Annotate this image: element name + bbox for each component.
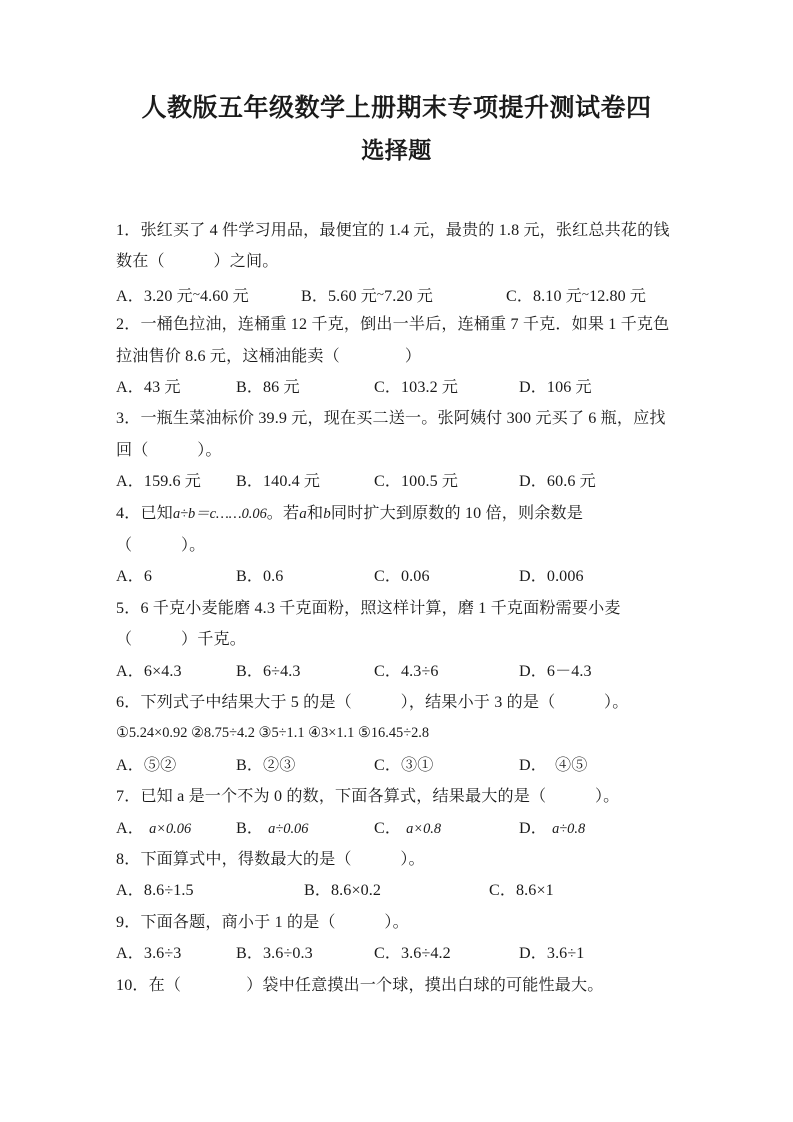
option-c[interactable]: C．3.6÷4.2 — [374, 945, 451, 963]
q4-prefix: 4．已知 — [116, 504, 173, 522]
question-9-line-1: 9．下面各题，商小于 1 的是（ ）。 — [116, 913, 409, 931]
option-a[interactable]: A．3.20 元~4.60 元 — [116, 285, 249, 306]
question-3 — [116, 403, 723, 497]
question-6 — [116, 687, 723, 781]
question-7-line-1: 7．已知 a 是一个不为 0 的数，下面各算式，结果最大的是（ ）。 — [116, 788, 620, 806]
q4-variable-b: b — [323, 505, 331, 522]
option-b[interactable]: B．0.6 — [236, 568, 284, 586]
page-title: 人教版五年级数学上册期末专项提升测试卷四 — [141, 95, 652, 122]
option-d[interactable]: D．106 元 — [519, 378, 592, 396]
option-c[interactable]: C．100.5 元 — [374, 473, 459, 491]
option-b[interactable]: B．5.60 元~7.20 元 — [301, 285, 433, 306]
question-8 — [116, 844, 723, 907]
question-7-options — [116, 813, 723, 844]
option-b[interactable]: B．②③ — [236, 756, 296, 774]
question-5-options — [116, 656, 723, 687]
option-b[interactable]: B．6÷4.3 — [236, 662, 301, 680]
q4-expression: a÷b＝c……0.06 — [172, 505, 267, 522]
question-2-line-1: 2．一桶色拉油，连桶重 12 千克，倒出一半后，连桶重 7 千克．如果 1 千克色 — [116, 316, 670, 334]
question-6-expressions: ①5.24×0.92 ②8.75÷4.2 ③5÷1.1 ④3×1.1 ⑤16.45÷2.8 — [116, 725, 430, 742]
option-c[interactable]: C．8.6×1 — [489, 882, 554, 900]
option-c[interactable]: C．0.06 — [374, 568, 430, 586]
question-1-line-1: 1．张红买了 4 件学习用品，最便宜的 1.4 元，最贵的 1.8 元，张红总共花的钱 — [116, 221, 670, 239]
option-a[interactable]: A．6 — [116, 568, 153, 586]
option-a[interactable]: A．⑤② — [116, 756, 177, 774]
option-d[interactable]: D． a÷0.8 — [519, 819, 586, 837]
option-b[interactable]: B．140.4 元 — [236, 473, 321, 491]
option-d[interactable]: D．60.6 元 — [519, 473, 596, 491]
option-a[interactable]: A．3.6÷3 — [116, 945, 182, 963]
question-1-options — [116, 278, 723, 309]
question-6-line-1: 6．下列式子中结果大于 5 的是（ ），结果小于 3 的是（ ）。 — [116, 693, 629, 711]
question-4-line-1 — [116, 498, 723, 530]
question-3-line-1: 3．一瓶生菜油标价 39.9 元，现在买二送一。张阿姨付 300 元买了 6 瓶，应找 — [116, 410, 666, 428]
question-4 — [116, 498, 723, 593]
question-6-options — [116, 750, 723, 781]
question-2-line-2: 拉油售价 8.6 元，这桶油能卖（ ） — [116, 347, 422, 365]
question-10-line-1: 10．在（ ）袋中任意摸出一个球，摸出白球的可能性最大。 — [116, 976, 604, 994]
question-2-options — [116, 372, 723, 403]
question-4-options — [116, 561, 723, 592]
option-b[interactable]: B．86 元 — [236, 378, 300, 396]
option-a[interactable]: A．8.6÷1.5 — [116, 882, 194, 900]
question-5-line-1: 5．6 千克小麦能磨 4.3 千克面粉，照这样计算，磨 1 千克面粉需要小麦 — [116, 599, 621, 617]
q4-mid-2: 和 — [306, 504, 324, 522]
question-7 — [116, 781, 723, 844]
question-5 — [116, 593, 723, 687]
option-d[interactable]: D．3.6÷1 — [519, 945, 585, 963]
option-c[interactable]: C．103.2 元 — [374, 378, 459, 396]
question-5-line-2: （ ）千克。 — [116, 631, 246, 649]
question-1-line-2: 数在（ ）之间。 — [116, 253, 279, 271]
question-2 — [116, 309, 723, 403]
option-b[interactable]: B．8.6×0.2 — [304, 882, 382, 900]
option-d[interactable]: D．0.006 — [519, 568, 584, 586]
option-b[interactable]: B． a÷0.06 — [236, 819, 309, 837]
page-subtitle: 选择题 — [361, 137, 432, 163]
title-block — [0, 92, 793, 167]
option-a[interactable]: A．159.6 元 — [116, 473, 201, 491]
option-b[interactable]: B．3.6÷0.3 — [236, 945, 313, 963]
question-10 — [116, 970, 723, 1001]
question-4-line-2: （ ）。 — [116, 536, 206, 554]
question-3-line-2: 回（ ）。 — [116, 441, 222, 459]
option-c[interactable]: C． a×0.8 — [374, 819, 442, 837]
option-d[interactable]: D． ④⑤ — [519, 756, 588, 774]
question-8-options — [116, 875, 723, 906]
questions-list — [0, 215, 793, 1001]
question-9 — [116, 907, 723, 970]
question-8-line-1: 8．下面算式中，得数最大的是（ ）。 — [116, 850, 425, 868]
option-d[interactable]: D．6－4.3 — [519, 662, 592, 680]
question-9-options — [116, 938, 723, 969]
option-a[interactable]: A． a×0.06 — [116, 819, 192, 837]
option-c[interactable]: C．③① — [374, 756, 434, 774]
q4-suffix: 同时扩大到原数的 10 倍，则余数是 — [330, 504, 583, 522]
option-a[interactable]: A．6×4.3 — [116, 662, 182, 680]
question-3-options — [116, 466, 723, 497]
question-1 — [116, 215, 723, 309]
option-c[interactable]: C．8.10 元~12.80 元 — [506, 285, 647, 306]
option-a[interactable]: A．43 元 — [116, 378, 181, 396]
q4-variable-a: a — [299, 505, 307, 522]
option-c[interactable]: C．4.3÷6 — [374, 662, 439, 680]
q4-mid: 。若 — [266, 504, 300, 522]
